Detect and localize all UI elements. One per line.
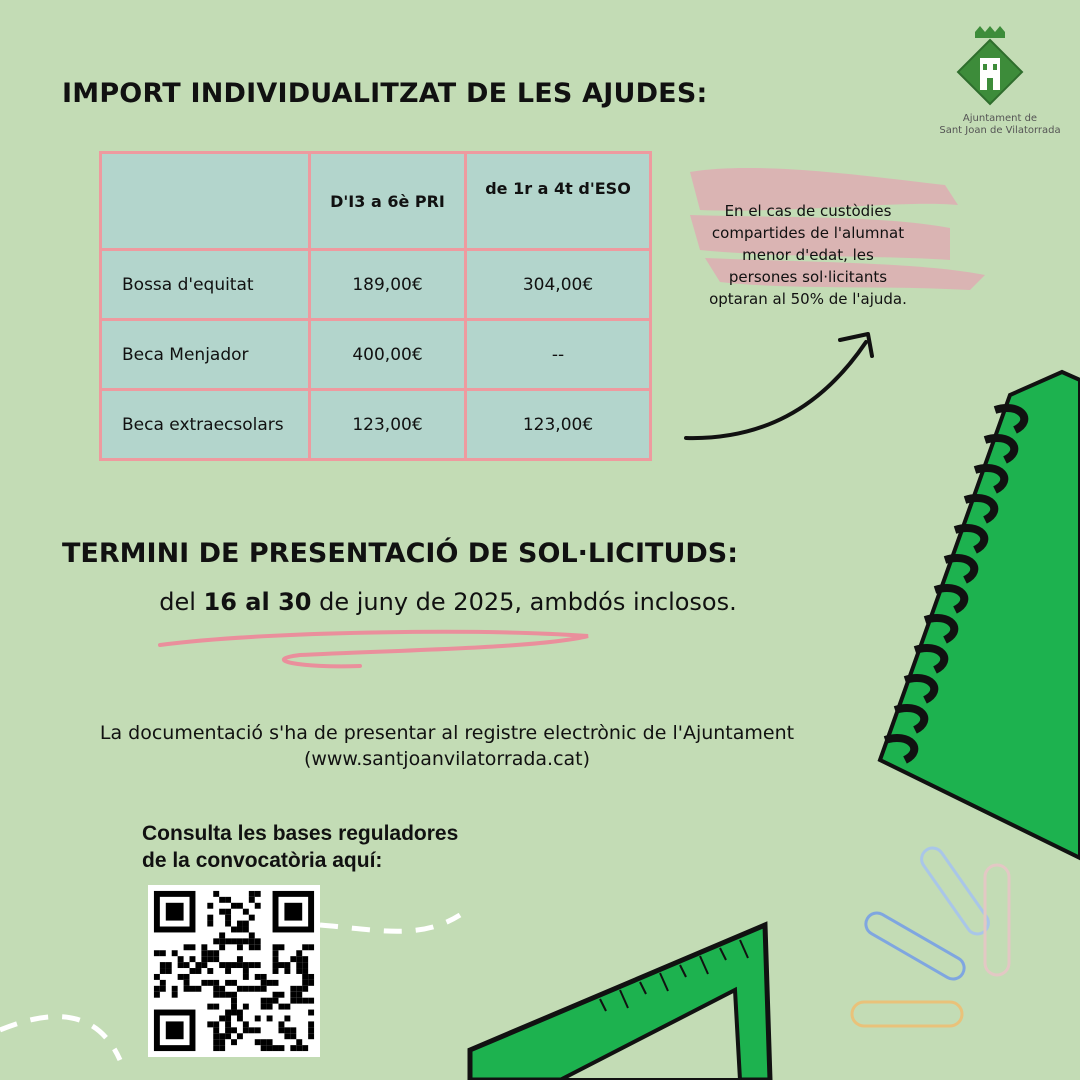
consult-line-1: Consulta les bases reguladores	[142, 822, 459, 845]
table-row	[101, 390, 651, 460]
paper-clips	[852, 844, 1009, 1026]
dashed-curve-2	[320, 915, 460, 931]
municipal-shield-icon	[958, 26, 1022, 104]
header-primary: D'I3 a 6è PRI	[310, 153, 466, 250]
row-value-pri: 400,00€	[310, 320, 466, 390]
header-secondary: de 1r a 4t d'ESO	[466, 153, 651, 250]
row-value-eso: 304,00€	[466, 250, 651, 320]
date-end: 30	[278, 588, 312, 616]
row-value-pri: 123,00€	[310, 390, 466, 460]
logo-line-1: Ajuntament de	[962, 113, 1038, 124]
qr-code-icon[interactable]	[148, 885, 320, 1057]
row-label: Beca extraecsolars	[101, 390, 310, 460]
consult-text	[142, 820, 458, 874]
dates-connector: al	[236, 588, 279, 616]
row-label: Bossa d'equitat	[101, 250, 310, 320]
date-start: 16	[203, 588, 237, 616]
logo-line-2: Sant Joan de Vilatorrada	[939, 125, 1061, 136]
row-value-eso: --	[466, 320, 651, 390]
notebook	[880, 372, 1080, 858]
documentation-line-1: La documentació s'ha de presentar al registre electrònic de l'Ajuntament	[99, 722, 795, 744]
pink-underline	[160, 632, 588, 666]
dates-suffix: de juny de 2025, ambdós inclosos.	[311, 588, 737, 616]
curved-arrow	[686, 342, 866, 438]
deadline-title: TERMINI DE PRESENTACIÓ DE SOL·LICITUDS:	[62, 538, 739, 569]
aid-table	[99, 151, 652, 461]
dashed-curve-1	[0, 1017, 120, 1060]
row-value-pri: 189,00€	[310, 250, 466, 320]
table-row	[101, 320, 651, 390]
consult-line-2: de la convocatòria aquí:	[142, 849, 383, 872]
logo-caption	[935, 113, 1065, 137]
row-label: Beca Menjador	[101, 320, 310, 390]
row-value-eso: 123,00€	[466, 390, 651, 460]
table-row	[101, 250, 651, 320]
custody-note: En el cas de custòdies compartides de l'alumnat menor d'edat, les persones sol·licitants optaran al 50% de l'ajuda.	[709, 202, 907, 308]
import-title: IMPORT INDIVIDUALITZAT DE LES AJUDES:	[62, 78, 708, 109]
documentation-text	[40, 720, 854, 772]
documentation-link[interactable]: (www.santjoanvilatorrada.cat)	[303, 748, 591, 770]
deadline-dates	[0, 588, 896, 616]
header-empty	[101, 153, 310, 250]
table-header-row	[101, 153, 651, 250]
dates-prefix: del	[159, 588, 204, 616]
